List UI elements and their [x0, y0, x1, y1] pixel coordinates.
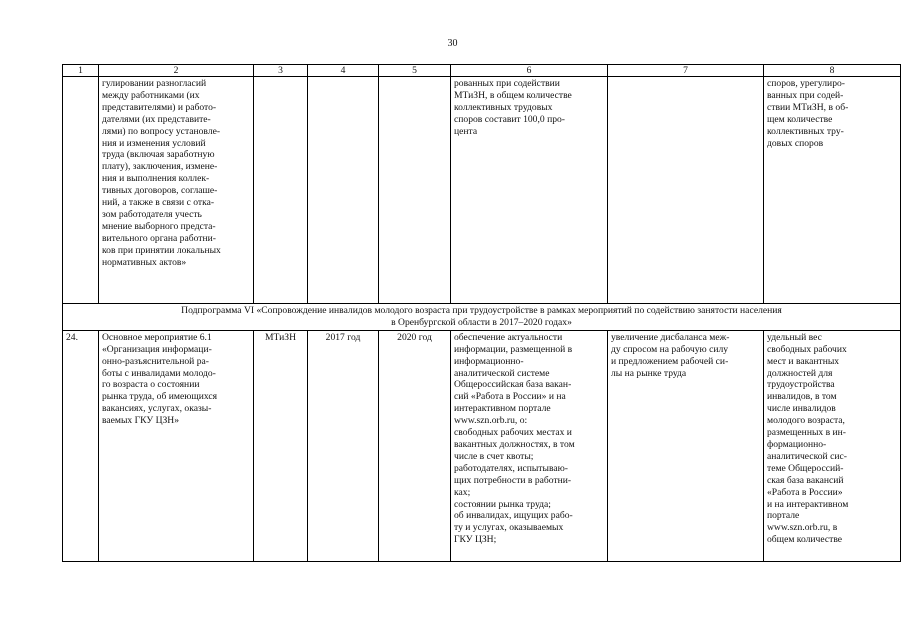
cell-consequences: увеличение дисбаланса меж- ду спросом на рабочую силу и предложением рабочей си- лы на рынке труда — [608, 330, 764, 561]
cell-start-year: 2017 год — [308, 330, 379, 561]
column-number-3: 3 — [254, 65, 308, 77]
page-number: 30 — [447, 38, 458, 49]
cell-indicator: споров, урегулиро- ванных при содей- ствии МТиЗН, в об- щем количестве коллективных тру- довых споров — [764, 77, 901, 304]
column-number-1: 1 — [63, 65, 99, 77]
cell-consequences — [608, 77, 764, 304]
cell-executor — [254, 77, 308, 304]
cell-measure-description: гулировании разногласий между работниками (их представителями) и работо- дателями (их представите- лями) по вопросу установле- ния и изменения условий труда (включая заработную плату), заключения, измене- ния и выполнения коллек- тивных договоров, соглаше- ний, а также в связи с отка- зом работодателя учесть мнение выборного предста- вительного органа работни- ков при принятии локальных нормативных актов» — [99, 77, 254, 304]
cell-expected-result: обеспечение актуальности информации, размещенной в информационно- аналитической системе Общероссийская база вакан- сий «Работа в России» и на интерактивном портале www.szn.orb.ru, о: свободных рабочих местах и вакантных должностях, в том числе в счет квоты; работодателях, испытываю- щих потребности в работни- ках; состоянии рынка труда; об инвалидах, ищущих рабо- ту и услугах, оказываемых ГКУ ЦЗН; — [451, 330, 608, 561]
cell-start — [308, 77, 379, 304]
column-number-8: 8 — [764, 65, 901, 77]
table-row-continuation — [63, 77, 901, 304]
column-number-row — [63, 65, 901, 77]
cell-executor: МТиЗН — [254, 330, 308, 561]
cell-end — [379, 77, 451, 304]
cell-end-year: 2020 год — [379, 330, 451, 561]
cell-num — [63, 77, 99, 304]
column-number-6: 6 — [451, 65, 608, 77]
column-number-2: 2 — [99, 65, 254, 77]
cell-row-number: 24. — [63, 330, 99, 561]
cell-indicator: удельный вес свободных рабочих мест и вакантных должностей для трудоустройства инвалидов, в том числе инвалидов молодого возраста, размещенных в ин- формационно- аналитической сис- теме Общероссий- ская база вакансий «Работа в России» и на интерактивном портале www.szn.orb.ru, в общем количестве — [764, 330, 901, 561]
subprogram-row — [63, 304, 901, 331]
table-row-24 — [63, 330, 901, 561]
measures-table — [62, 64, 901, 562]
cell-measure-description: Основное мероприятие 6.1 «Организация информаци- онно-разъяснительной ра- боты с инвалидами молодо- го возраста о состоянии рынка труда, об имеющихся вакансиях, услугах, оказы- ваемых ГКУ ЦЗН» — [99, 330, 254, 561]
cell-expected-result: рованных при содействии МТиЗН, в общем количестве коллективных трудовых споров составит 100,0 про- цента — [451, 77, 608, 304]
column-number-5: 5 — [379, 65, 451, 77]
column-number-4: 4 — [308, 65, 379, 77]
column-number-7: 7 — [608, 65, 764, 77]
subprogram-title: Подпрограмма VI «Сопровождение инвалидов молодого возраста при трудоустройстве в рамках мероприятий по содействию занятости населения в Оренбургской области в 2017–2020 годах» — [63, 304, 901, 331]
